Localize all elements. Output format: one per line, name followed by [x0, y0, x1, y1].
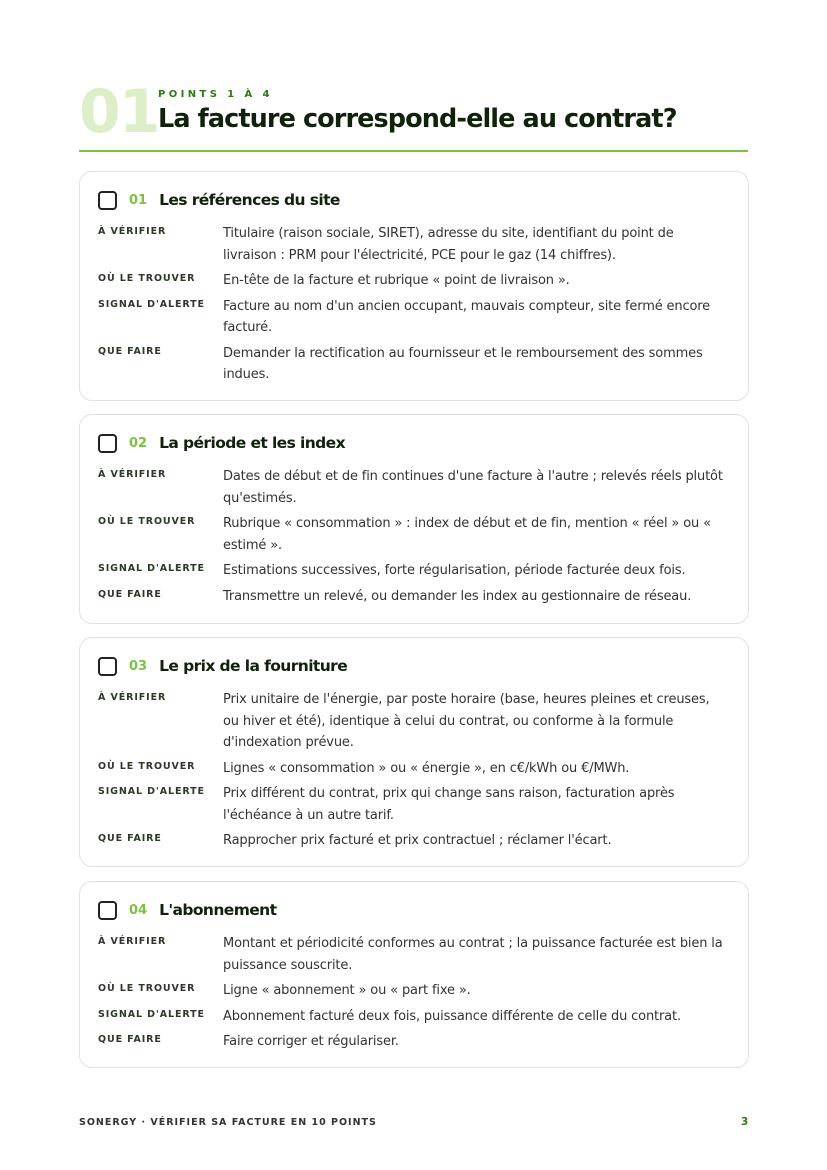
row-label: SIGNAL D'ALERTE [98, 1008, 205, 1020]
row-label: QUE FAIRE [98, 345, 162, 357]
row-signal-alerte [98, 1006, 723, 1028]
row-ou-le-trouver [98, 513, 723, 556]
row-que-faire [98, 1031, 723, 1053]
checklist-card-03 [79, 637, 749, 867]
card-rows [98, 223, 723, 390]
card-number: 01 [129, 192, 148, 208]
row-label: SIGNAL D'ALERTE [98, 298, 205, 310]
checkbox-icon[interactable] [98, 657, 117, 676]
row-que-faire [98, 343, 723, 386]
card-title: L'abonnement [159, 901, 277, 919]
footer-document-title: SONERGY · VÉRIFIER SA FACTURE EN 10 POINTS [79, 1117, 377, 1128]
row-label: OÙ LE TROUVER [98, 760, 196, 772]
row-a-verifier [98, 466, 723, 509]
row-label: SIGNAL D'ALERTE [98, 563, 205, 574]
row-signal-alerte [98, 783, 723, 826]
card-heading [98, 655, 347, 677]
row-text: En-tête de la facture et rubrique « point de livraison ». [223, 273, 570, 288]
section-kicker: POINTS 1 À 4 [158, 89, 273, 100]
checklist-card-04 [79, 881, 749, 1068]
row-text: Abonnement facturé deux fois, puissance différente de celle du contrat. [223, 1008, 681, 1024]
row-label: À VÉRIFIER [98, 469, 167, 480]
row-label: QUE FAIRE [98, 1034, 162, 1045]
card-number: 02 [129, 435, 148, 451]
card-heading [98, 432, 345, 454]
card-rows [98, 689, 723, 856]
row-label: À VÉRIFIER [98, 936, 167, 947]
row-text: Lignes « consommation » ou « énergie », en c€/kWh ou €/MWh. [223, 760, 630, 776]
row-signal-alerte [98, 560, 723, 582]
row-label: OÙ LE TROUVER [98, 983, 196, 994]
card-heading [98, 189, 340, 211]
card-title: Le prix de la fourniture [159, 657, 348, 675]
page-title: La facture correspond-elle au contrat? [158, 104, 677, 134]
row-signal-alerte [98, 296, 723, 339]
row-text: Titulaire (raison sociale, SIRET), adresse du site, identifiant du point de livraison : PRM pour l'électricité, PCE pour le gaz (14 chiffres). [223, 226, 674, 263]
row-text: Faire corriger et régulariser. [223, 1034, 399, 1049]
card-number: 03 [129, 658, 148, 674]
checklist-card-02 [79, 414, 749, 624]
row-que-faire [98, 830, 723, 852]
section-header [79, 77, 748, 152]
card-rows [98, 466, 723, 611]
row-que-faire [98, 586, 723, 608]
checkbox-icon[interactable] [98, 191, 117, 210]
row-label: À VÉRIFIER [98, 692, 167, 703]
row-text: Prix unitaire de l'énergie, par poste horaire (base, heures pleines et creuses, ou hiver et été), identique à celui du contrat, ou conforme à la formule d'indexation prévue. [223, 692, 710, 750]
row-a-verifier [98, 223, 723, 266]
row-label: OÙ LE TROUVER [98, 273, 196, 284]
row-text: Prix différent du contrat, prix qui change sans raison, facturation après l'échéance à un autre tarif. [223, 786, 675, 823]
card-heading [98, 899, 276, 921]
row-text: Transmettre un relevé, ou demander les index au gestionnaire de réseau. [223, 588, 692, 604]
row-label: SIGNAL D'ALERTE [98, 786, 205, 797]
card-number: 04 [129, 902, 148, 918]
card-rows [98, 933, 723, 1057]
checkbox-icon[interactable] [98, 901, 117, 920]
checklist-card-01 [79, 171, 749, 401]
checkbox-icon[interactable] [98, 434, 117, 453]
section-number: 01 [79, 77, 159, 147]
page-number: 3 [741, 1116, 749, 1128]
row-a-verifier [98, 689, 723, 754]
row-text: Ligne « abonnement » ou « part fixe ». [223, 983, 471, 998]
row-label: À VÉRIFIER [98, 226, 167, 237]
row-text: Rubrique « consommation » : index de début et de fin, mention « réel » ou « estimé ». [223, 516, 711, 553]
row-text: Estimations successives, forte régularisation, période facturée deux fois. [223, 563, 686, 578]
row-text: Montant et périodicité conformes au contrat ; la puissance facturée est bien la puissance souscrite. [223, 936, 723, 973]
row-a-verifier [98, 933, 723, 976]
row-text: Dates de début et de fin continues d'une facture à l'autre ; relevés réels plutôt qu'estimés. [223, 469, 723, 506]
card-title: La période et les index [159, 434, 345, 452]
row-ou-le-trouver [98, 270, 723, 292]
card-title: Les références du site [159, 191, 340, 209]
row-label: QUE FAIRE [98, 588, 162, 600]
row-label: OÙ LE TROUVER [98, 516, 196, 527]
row-text: Facture au nom d'un ancien occupant, mauvais compteur, site fermé encore facturé. [223, 298, 711, 335]
row-label: QUE FAIRE [98, 833, 162, 844]
row-text: Demander la rectification au fournisseur et le remboursement des sommes indues. [223, 345, 703, 382]
row-ou-le-trouver [98, 758, 723, 780]
row-ou-le-trouver [98, 980, 723, 1002]
row-text: Rapprocher prix facturé et prix contractuel ; réclamer l'écart. [223, 833, 612, 848]
